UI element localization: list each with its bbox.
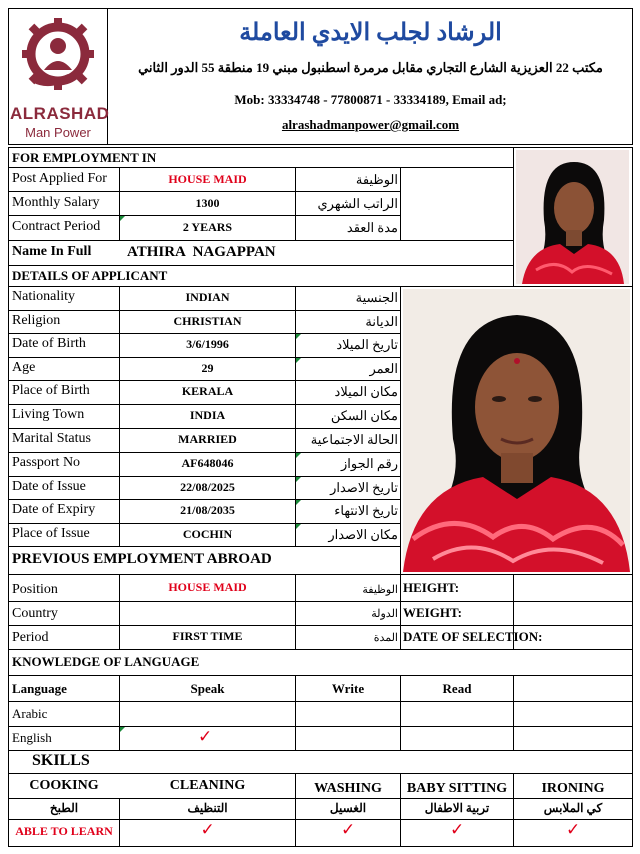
skill-name: BABY SITTING [406, 781, 508, 796]
applicant-field-label: Nationality [12, 289, 75, 304]
contract-period-label-ar: مدة العقد [346, 220, 398, 235]
applicant-field-value[interactable]: 21/08/2035 [180, 503, 235, 517]
skill-name: COOKING [29, 778, 99, 793]
position-value[interactable]: HOUSE MAID [168, 580, 247, 594]
height-label: HEIGHT: [403, 580, 460, 595]
language-header: Language [12, 681, 67, 696]
applicant-field-value[interactable]: KERALA [181, 384, 234, 398]
applicant-field-label: Age [12, 360, 36, 375]
country-label: Country [12, 606, 58, 621]
applicant-field-value[interactable]: 29 [201, 361, 214, 375]
post-applied-value[interactable]: HOUSE MAID [168, 172, 247, 186]
small-portrait-photo [516, 150, 629, 284]
skill-name: CLEANING [169, 778, 246, 793]
applicant-field-label-ar: الجنسية [355, 290, 398, 305]
skill-name-ar: تربية الاطفال [424, 801, 490, 815]
period-label-ar: المدة [373, 632, 398, 644]
skill-name-ar: التنظيف [187, 801, 228, 815]
email-link[interactable]: alrashadmanpower@gmail.com [281, 117, 460, 132]
previous-employment-title: PREVIOUS EMPLOYMENT ABROAD [12, 551, 272, 567]
applicant-field-value[interactable]: COCHIN [182, 527, 233, 541]
full-name-label: Name In Full [12, 244, 92, 259]
applicant-field-label-ar: الحالة الاجتماعية [310, 432, 398, 447]
applicant-field-value[interactable]: 3/6/1996 [186, 337, 229, 351]
skills-section-title: SKILLS [32, 752, 90, 769]
applicant-field-value[interactable]: CHRISTIAN [173, 314, 242, 328]
english-speak-check[interactable]: ✓ [198, 727, 213, 747]
skill-check[interactable]: ✓ [341, 820, 356, 840]
skill-check[interactable]: ✓ [200, 820, 215, 840]
applicant-field-label-ar: مكان السكن [330, 408, 398, 423]
employment-section-title: FOR EMPLOYMENT IN [12, 150, 157, 165]
skill-check[interactable]: ✓ [566, 820, 581, 840]
skill-name-ar: الغسيل [329, 801, 367, 815]
applicant-field-label: Date of Issue [12, 479, 86, 494]
skill-check[interactable]: ✓ [450, 820, 465, 840]
applicant-field-label-ar: رقم الجواز [341, 456, 398, 471]
applicant-field-label-ar: تاريخ الانتهاء [334, 503, 398, 518]
language-english: English [12, 730, 52, 745]
applicant-field-label: Passport No [12, 455, 81, 470]
applicant-field-value[interactable]: AF648046 [181, 456, 234, 470]
country-label-ar: الدولة [371, 608, 398, 620]
date-of-selection-label: DATE OF SELECTION: [403, 629, 543, 644]
full-name-value[interactable]: ATHIRA NAGAPPAN [127, 244, 276, 260]
read-header: Read [442, 681, 472, 696]
period-value[interactable]: FIRST TIME [172, 629, 243, 643]
applicant-field-value[interactable]: INDIA [189, 408, 226, 422]
logo-subtext: Man Power [25, 125, 91, 140]
logo-text: ALRASHAD [10, 104, 110, 123]
applicant-field-label-ar: تاريخ الميلاد [336, 337, 398, 352]
language-section-title: KNOWLEDGE OF LANGUAGE [12, 654, 200, 669]
speak-header: Speak [190, 681, 225, 696]
skill-name: WASHING [314, 781, 382, 796]
position-label: Position [12, 582, 58, 597]
period-label: Period [12, 630, 49, 645]
applicant-field-label: Date of Birth [12, 336, 86, 351]
applicant-field-label-ar: مكان الميلاد [334, 384, 398, 399]
contact-line: Mob: 33334748 - 77800871 - 33334189, Email ad; [234, 92, 507, 107]
position-label-ar: الوظيفة [362, 584, 398, 596]
applicant-field-label: Place of Birth [12, 383, 90, 398]
language-arabic: Arabic [12, 706, 48, 721]
monthly-salary-value[interactable]: 1300 [195, 196, 220, 210]
post-applied-label: Post Applied For [12, 171, 107, 186]
applicant-section-title: DETAILS OF APPLICANT [12, 268, 168, 283]
monthly-salary-label-ar: الراتب الشهري [317, 196, 398, 211]
contract-period-value[interactable]: 2 YEARS [182, 220, 233, 234]
applicant-field-label: Date of Expiry [12, 502, 96, 517]
applicant-field-label-ar: الديانة [365, 314, 398, 329]
applicant-field-label: Marital Status [12, 431, 91, 446]
large-portrait-photo [403, 289, 630, 572]
applicant-field-value[interactable]: 22/08/2025 [180, 480, 235, 494]
company-title-arabic: الرشاد لجلب الايدي العاملة [239, 20, 502, 46]
cooking-status[interactable]: ABLE TO LEARN [15, 824, 113, 838]
skill-name-ar: كي الملابس [543, 801, 603, 815]
skill-name-ar: الطبخ [49, 801, 79, 815]
applicant-field-label: Religion [12, 313, 61, 328]
contract-period-label: Contract Period [12, 219, 101, 234]
applicant-field-value[interactable]: MARRIED [178, 432, 237, 446]
write-header: Write [331, 681, 365, 696]
applicant-field-label: Place of Issue [12, 526, 90, 541]
applicant-field-label: Living Town [12, 407, 85, 422]
gear-person-icon [10, 12, 106, 102]
post-applied-label-ar: الوظيفة [355, 172, 398, 187]
skill-name: IRONING [541, 781, 605, 796]
weight-label: WEIGHT: [403, 605, 462, 620]
applicant-field-label-ar: تاريخ الاصدار [330, 480, 398, 495]
company-address-arabic: مكتب 22 العزيزية الشارع التجاري مقابل مرمرة اسطنبول مبني 19 منطقة 55 الدور الثاني [138, 60, 603, 75]
applicant-field-label-ar: العمر [369, 361, 398, 376]
applicant-field-label-ar: مكان الاصدار [328, 527, 398, 542]
applicant-field-value[interactable]: INDIAN [185, 290, 230, 304]
company-logo [10, 12, 110, 144]
monthly-salary-label: Monthly Salary [12, 195, 100, 210]
